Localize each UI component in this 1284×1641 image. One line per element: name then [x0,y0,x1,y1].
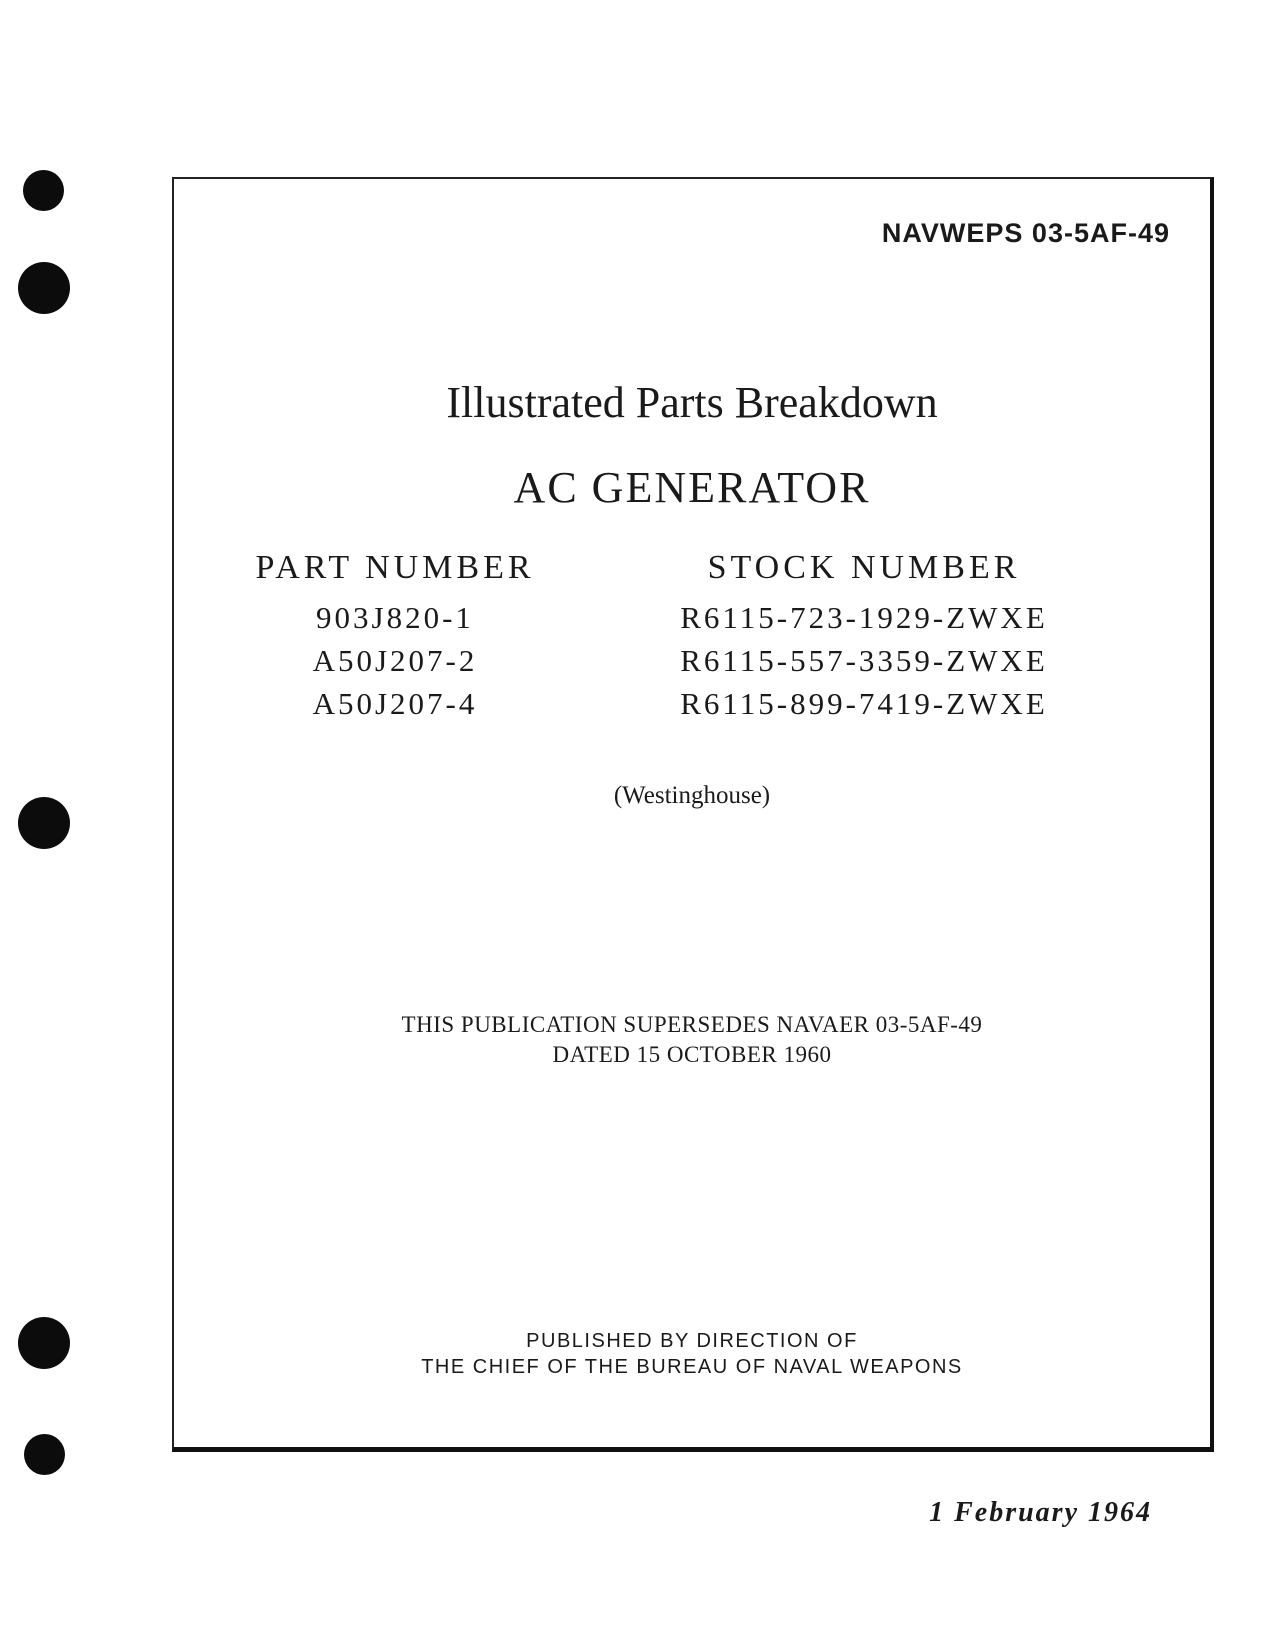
manufacturer: (Westinghouse) [613,782,771,809]
stock-number-item: R6115-557-3359-ZWXE [680,643,1048,678]
part-number-item: 903J820-1 [316,600,474,635]
publication-date: 1 February 1964 [929,1497,1152,1528]
part-number-heading: PART NUMBER [255,549,535,586]
publisher-line-2: THE CHIEF OF THE BUREAU OF NAVAL WEAPONS [421,1356,963,1378]
binder-hole-4 [18,1317,70,1369]
document-subject: AC GENERATOR [513,463,871,512]
part-number-item: A50J207-2 [312,643,478,678]
document-title: Illustrated Parts Breakdown [446,378,938,427]
publication-number: NAVWEPS 03-5AF-49 [881,218,1170,248]
binder-hole-2 [18,262,70,314]
stock-number-item: R6115-723-1929-ZWXE [680,600,1048,635]
publisher-line-1: PUBLISHED BY DIRECTION OF [526,1330,858,1352]
stock-number-column [624,546,1104,725]
supersedes-notice [174,1010,1210,1070]
binder-hole-5 [24,1434,65,1475]
binder-hole-1 [23,170,64,211]
binder-hole-3 [18,797,70,849]
supersedes-line-2: DATED 15 OCTOBER 1960 [552,1042,832,1067]
cover-frame [172,177,1214,1452]
publisher-notice [174,1328,1210,1380]
part-number-column [240,546,550,725]
supersedes-line-1: THIS PUBLICATION SUPERSEDES NAVAER 03-5AF-49 [401,1012,983,1037]
part-number-item: A50J207-4 [312,686,478,721]
stock-number-item: R6115-899-7419-ZWXE [680,686,1048,721]
stock-number-heading: STOCK NUMBER [707,549,1021,586]
